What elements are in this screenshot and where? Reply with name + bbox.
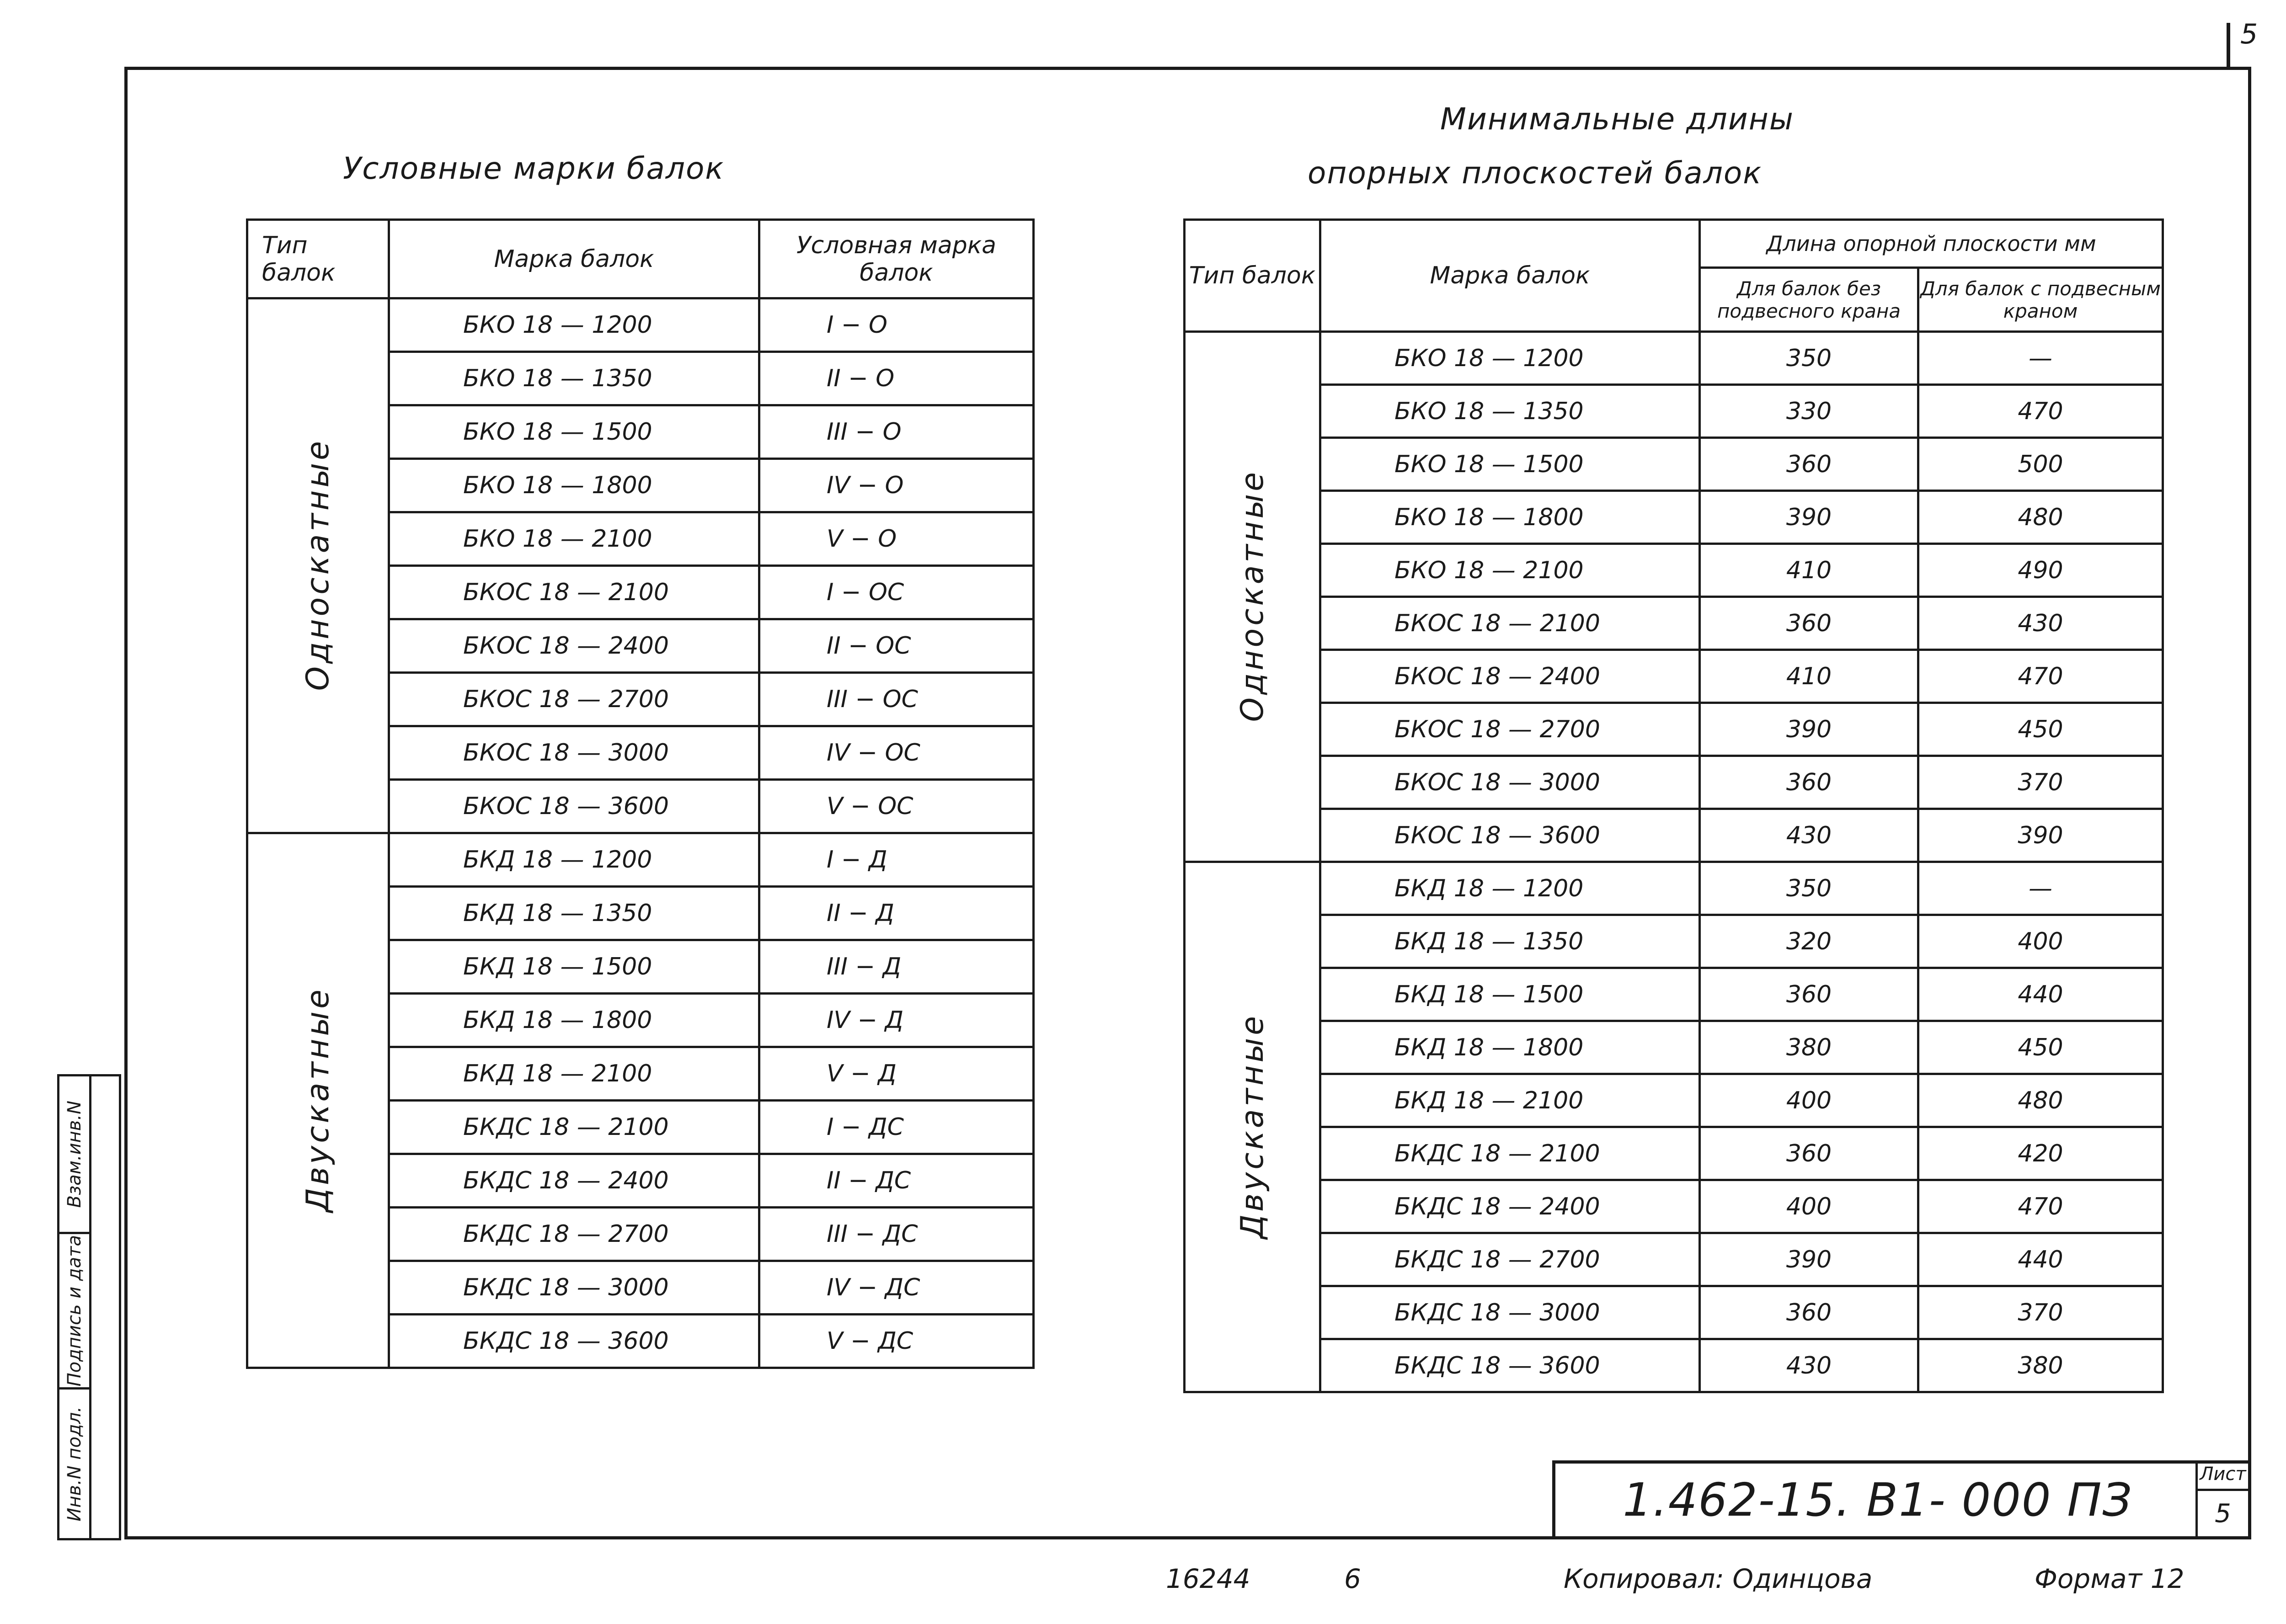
length-without-crane-cell: 430 xyxy=(1700,1339,1918,1392)
stamp-cell xyxy=(59,1232,89,1387)
beam-mark-cell: БКО 18 — 2100 xyxy=(389,512,759,566)
beam-mark-cell: БКДС 18 — 2100 xyxy=(389,1101,759,1154)
length-without-crane-cell: 350 xyxy=(1700,862,1918,915)
length-without-crane-cell: 360 xyxy=(1700,438,1918,491)
table-row xyxy=(1185,385,2163,438)
beam-mark-cell: БКДС 18 — 2400 xyxy=(389,1154,759,1208)
length-without-crane-cell: 400 xyxy=(1700,1074,1918,1127)
table-row xyxy=(1185,1127,2163,1180)
inventory-number: 16244 xyxy=(1166,1563,1250,1594)
header-support-length: Длина опорной плоскости мм xyxy=(1700,220,2163,268)
length-without-crane-cell: 390 xyxy=(1700,1233,1918,1286)
length-with-crane-cell: 470 xyxy=(1918,1180,2163,1233)
table-row xyxy=(1185,862,2163,915)
conventional-mark-cell: I − О xyxy=(759,298,1034,352)
group-type-cell xyxy=(247,298,389,833)
sheet-box xyxy=(2195,1464,2248,1536)
beam-mark-cell: БКД 18 — 1800 xyxy=(389,994,759,1047)
table-row xyxy=(1185,756,2163,809)
right-table-title-line1: Минимальные длины xyxy=(1440,101,1795,137)
table-row xyxy=(247,833,1034,887)
beam-mark-cell: БКОС 18 — 3000 xyxy=(389,726,759,780)
table-row xyxy=(1185,438,2163,491)
length-with-crane-cell: 440 xyxy=(1918,1233,2163,1286)
length-without-crane-cell: 410 xyxy=(1700,650,1918,703)
conventional-mark-cell: V − ОС xyxy=(759,780,1034,833)
length-without-crane-cell: 380 xyxy=(1700,1021,1918,1074)
length-with-crane-cell: 440 xyxy=(1918,968,2163,1021)
side-stamp xyxy=(57,1074,121,1540)
conventional-mark-cell: IV − О xyxy=(759,459,1034,512)
length-without-crane-cell: 430 xyxy=(1700,809,1918,862)
beam-mark-cell: БКО 18 — 1500 xyxy=(1320,438,1700,491)
conventional-mark-cell: V − Д xyxy=(759,1047,1034,1101)
length-without-crane-cell: 360 xyxy=(1700,1127,1918,1180)
conventional-mark-cell: II − ОС xyxy=(759,619,1034,673)
beam-mark-cell: БКД 18 — 1200 xyxy=(1320,862,1700,915)
header-type: Тип балок xyxy=(247,220,389,298)
copied-by: Копировал: Одинцова xyxy=(1564,1563,1873,1594)
table-row xyxy=(1185,597,2163,650)
beam-mark-cell: БКО 18 — 2100 xyxy=(1320,544,1700,597)
beam-mark-cell: БКОС 18 — 2100 xyxy=(1320,597,1700,650)
table-row xyxy=(1185,1021,2163,1074)
length-with-crane-cell: 400 xyxy=(1918,915,2163,968)
conventional-mark-cell: III − Д xyxy=(759,940,1034,994)
group-type-label: Двускатные xyxy=(300,986,336,1213)
length-without-crane-cell: 360 xyxy=(1700,968,1918,1021)
length-with-crane-cell: 420 xyxy=(1918,1127,2163,1180)
beam-mark-cell: БКДС 18 — 2400 xyxy=(1320,1180,1700,1233)
beam-mark-cell: БКО 18 — 1800 xyxy=(389,459,759,512)
beam-mark-cell: БКОС 18 — 3000 xyxy=(1320,756,1700,809)
length-with-crane-cell: 470 xyxy=(1918,650,2163,703)
length-with-crane-cell: 370 xyxy=(1918,756,2163,809)
length-without-crane-cell: 330 xyxy=(1700,385,1918,438)
conventional-mark-cell: IV − ОС xyxy=(759,726,1034,780)
table-row xyxy=(1185,915,2163,968)
length-with-crane-cell: — xyxy=(1918,862,2163,915)
stamp-cell xyxy=(59,1387,89,1538)
conventional-mark-cell: V − О xyxy=(759,512,1034,566)
group-type-cell xyxy=(1185,862,1320,1392)
beam-mark-cell: БКДС 18 — 3600 xyxy=(389,1315,759,1368)
header-without-crane: Для балок без подвесного крана xyxy=(1700,268,1918,332)
length-with-crane-cell: 380 xyxy=(1918,1339,2163,1392)
table-row xyxy=(247,298,1034,352)
beam-mark-cell: БКД 18 — 1500 xyxy=(389,940,759,994)
beam-mark-cell: БКОС 18 — 2400 xyxy=(389,619,759,673)
title-block xyxy=(1552,1460,2251,1539)
beam-mark-cell: БКДС 18 — 2100 xyxy=(1320,1127,1700,1180)
table-row xyxy=(1185,491,2163,544)
length-without-crane-cell: 360 xyxy=(1700,1286,1918,1339)
length-with-crane-cell: 370 xyxy=(1918,1286,2163,1339)
conventional-mark-cell: I − ДС xyxy=(759,1101,1034,1154)
conventional-mark-cell: IV − ДС xyxy=(759,1261,1034,1315)
conventional-mark-cell: III − ОС xyxy=(759,673,1034,726)
corner-mark: 5 xyxy=(2240,18,2258,50)
stamp-cell xyxy=(59,1076,89,1232)
length-without-crane-cell: 400 xyxy=(1700,1180,1918,1233)
length-without-crane-cell: 350 xyxy=(1700,332,1918,385)
length-with-crane-cell: 480 xyxy=(1918,491,2163,544)
table-row xyxy=(1185,332,2163,385)
beam-mark-cell: БКД 18 — 2100 xyxy=(389,1047,759,1101)
stamp-signature-date: Подпись и дата xyxy=(64,1235,85,1387)
beam-mark-cell: БКДС 18 — 2700 xyxy=(389,1208,759,1261)
beam-mark-cell: БКО 18 — 1350 xyxy=(389,352,759,405)
conventional-mark-cell: III − О xyxy=(759,405,1034,459)
length-with-crane-cell: 390 xyxy=(1918,809,2163,862)
beam-mark-cell: БКД 18 — 1500 xyxy=(1320,968,1700,1021)
group-type-cell xyxy=(1185,332,1320,862)
stamp-replace-inv: Взам.инв.N xyxy=(64,1100,85,1208)
stamp-inv-original: Инв.N подл. xyxy=(64,1406,85,1522)
beam-mark-cell: БКД 18 — 1200 xyxy=(389,833,759,887)
conventional-mark-cell: II − Д xyxy=(759,887,1034,940)
length-with-crane-cell: 500 xyxy=(1918,438,2163,491)
group-type-cell xyxy=(247,833,389,1368)
beam-mark-cell: БКО 18 — 1500 xyxy=(389,405,759,459)
beam-mark-cell: БКО 18 — 1200 xyxy=(1320,332,1700,385)
header-conventional-mark: Условная марка балок xyxy=(759,220,1034,298)
table-row xyxy=(1185,1339,2163,1392)
length-with-crane-cell: 480 xyxy=(1918,1074,2163,1127)
group-type-label: Односкатные xyxy=(300,438,336,691)
conventional-marks-table xyxy=(246,218,1035,1369)
length-with-crane-cell: 450 xyxy=(1918,703,2163,756)
beam-mark-cell: БКОС 18 — 3600 xyxy=(389,780,759,833)
document-code: 1.462-15. В1- 000 ПЗ xyxy=(1623,1473,2133,1527)
sheet-label: Лист xyxy=(2198,1464,2248,1491)
header-mark: Марка балок xyxy=(1320,220,1700,332)
beam-mark-cell: БКД 18 — 2100 xyxy=(1320,1074,1700,1127)
beam-mark-cell: БКД 18 — 1350 xyxy=(389,887,759,940)
header-mark: Марка балок xyxy=(389,220,759,298)
page-number: 6 xyxy=(1344,1563,1361,1594)
conventional-mark-cell: II − О xyxy=(759,352,1034,405)
length-with-crane-cell: — xyxy=(1918,332,2163,385)
paper-format: Формат 12 xyxy=(2035,1563,2185,1594)
table-row xyxy=(1185,1074,2163,1127)
length-without-crane-cell: 390 xyxy=(1700,703,1918,756)
left-table-title: Условные марки балок xyxy=(343,151,725,186)
beam-mark-cell: БКОС 18 — 2400 xyxy=(1320,650,1700,703)
beam-mark-cell: БКО 18 — 1350 xyxy=(1320,385,1700,438)
group-type-label: Односкатные xyxy=(1234,469,1271,722)
beam-mark-cell: БКД 18 — 1350 xyxy=(1320,915,1700,968)
conventional-mark-cell: I − ОС xyxy=(759,566,1034,619)
beam-mark-cell: БКО 18 — 1200 xyxy=(389,298,759,352)
length-without-crane-cell: 320 xyxy=(1700,915,1918,968)
table-row xyxy=(1185,1233,2163,1286)
length-without-crane-cell: 360 xyxy=(1700,756,1918,809)
beam-mark-cell: БКОС 18 — 3600 xyxy=(1320,809,1700,862)
length-with-crane-cell: 450 xyxy=(1918,1021,2163,1074)
corner-tick xyxy=(2227,23,2230,69)
right-table-title-line2: опорных плоскостей балок xyxy=(1308,155,1763,191)
length-without-crane-cell: 410 xyxy=(1700,544,1918,597)
beam-mark-cell: БКДС 18 — 3000 xyxy=(1320,1286,1700,1339)
length-with-crane-cell: 470 xyxy=(1918,385,2163,438)
beam-mark-cell: БКДС 18 — 2700 xyxy=(1320,1233,1700,1286)
conventional-mark-cell: III − ДС xyxy=(759,1208,1034,1261)
min-support-length-table xyxy=(1183,218,2164,1393)
beam-mark-cell: БКОС 18 — 2100 xyxy=(389,566,759,619)
beam-mark-cell: БКОС 18 — 2700 xyxy=(1320,703,1700,756)
length-with-crane-cell: 430 xyxy=(1918,597,2163,650)
beam-mark-cell: БКД 18 — 1800 xyxy=(1320,1021,1700,1074)
beam-mark-cell: БКДС 18 — 3600 xyxy=(1320,1339,1700,1392)
table-row xyxy=(1185,1180,2163,1233)
header-type: Тип балок xyxy=(1185,220,1320,332)
table-row xyxy=(1185,544,2163,597)
table-row xyxy=(1185,650,2163,703)
table-row xyxy=(1185,703,2163,756)
beam-mark-cell: БКОС 18 — 2700 xyxy=(389,673,759,726)
group-type-label: Двускатные xyxy=(1234,1013,1271,1239)
sheet-number: 5 xyxy=(2215,1499,2231,1528)
length-with-crane-cell: 490 xyxy=(1918,544,2163,597)
table-row xyxy=(1185,1286,2163,1339)
length-without-crane-cell: 390 xyxy=(1700,491,1918,544)
table-row xyxy=(1185,809,2163,862)
table-row xyxy=(1185,968,2163,1021)
conventional-mark-cell: IV − Д xyxy=(759,994,1034,1047)
length-without-crane-cell: 360 xyxy=(1700,597,1918,650)
conventional-mark-cell: V − ДС xyxy=(759,1315,1034,1368)
beam-mark-cell: БКДС 18 — 3000 xyxy=(389,1261,759,1315)
header-with-crane: Для балок с подвесным краном xyxy=(1918,268,2163,332)
conventional-mark-cell: II − ДС xyxy=(759,1154,1034,1208)
conventional-mark-cell: I − Д xyxy=(759,833,1034,887)
beam-mark-cell: БКО 18 — 1800 xyxy=(1320,491,1700,544)
